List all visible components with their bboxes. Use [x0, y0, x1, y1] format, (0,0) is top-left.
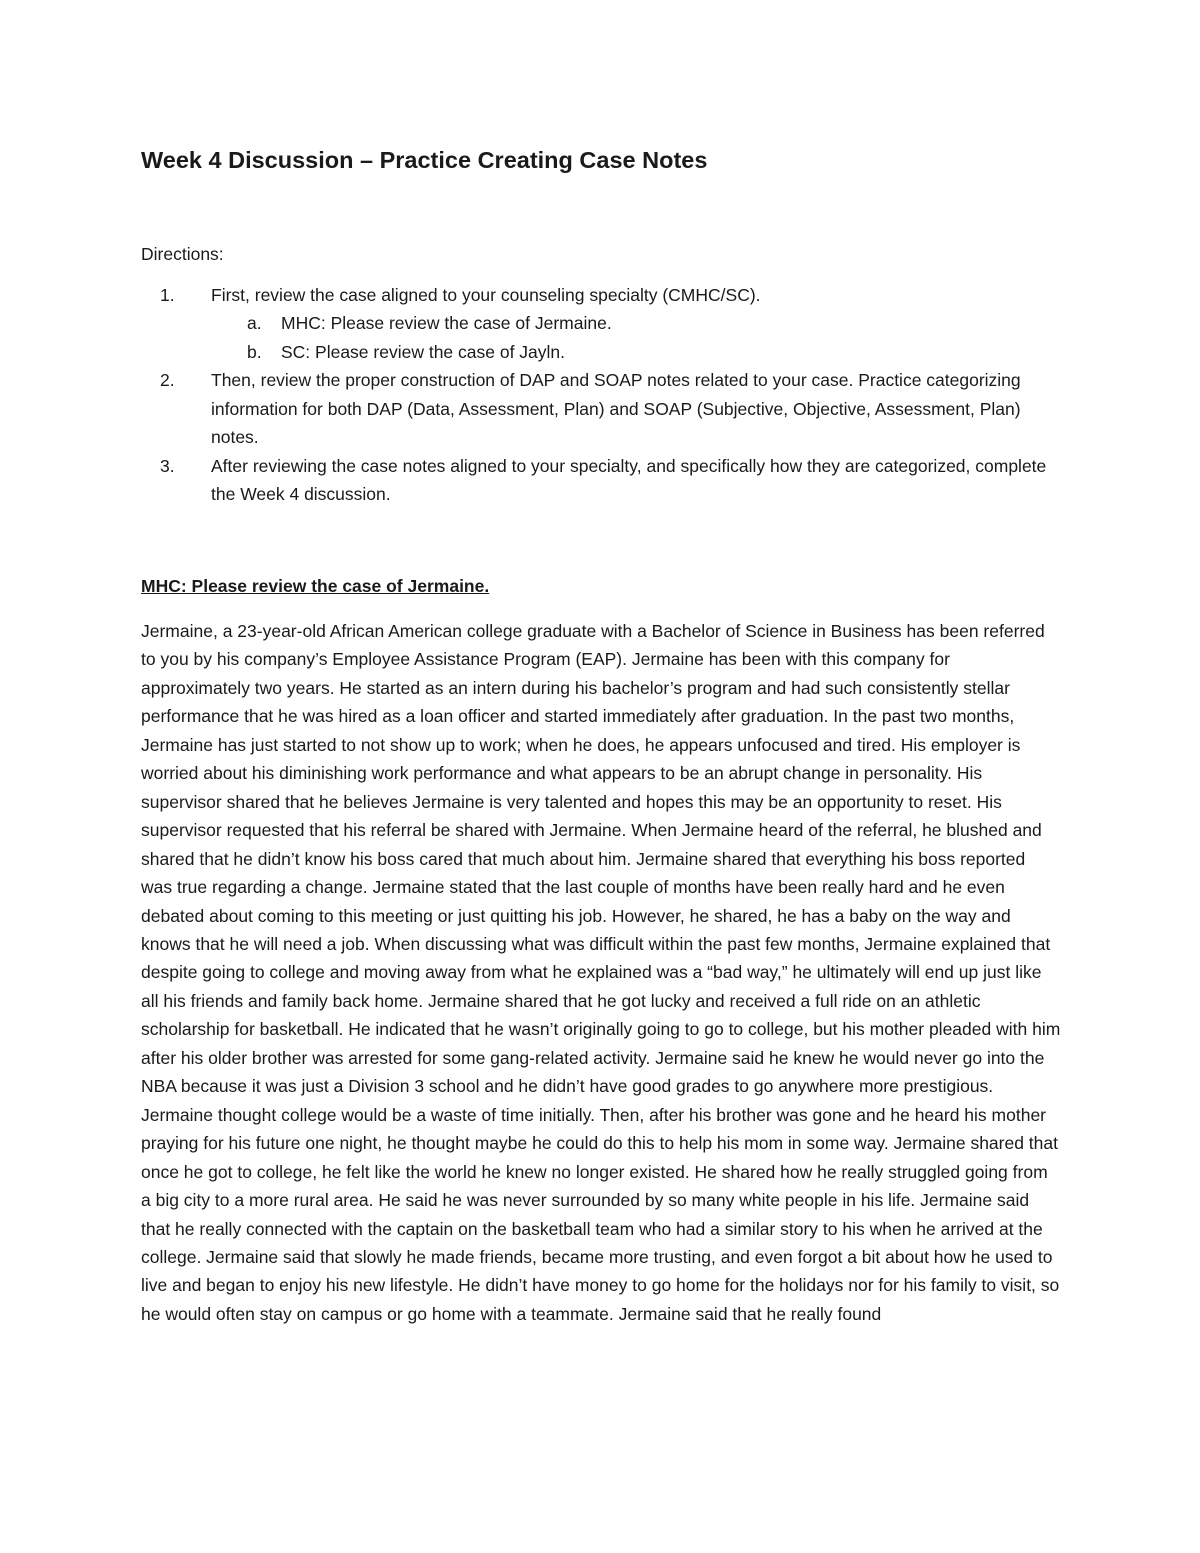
substep-text: MHC: Please review the case of Jermaine. — [281, 313, 612, 333]
step-text: First, review the case aligned to your counseling specialty (CMHC/SC). — [211, 284, 761, 305]
step-text: After reviewing the case notes aligned to your specialty, and specifically how they are categorized, complete the Week 4 discussion. — [211, 455, 1047, 504]
direction-step-1 — [141, 281, 1061, 367]
directions-list — [141, 281, 1061, 509]
case-section-heading: MHC: Please review the case of Jermaine. — [141, 575, 490, 596]
step-number: 2. — [160, 370, 175, 390]
direction-step-3 — [141, 452, 1061, 509]
step-number: 1. — [160, 284, 175, 305]
substep-letter: b. — [247, 341, 262, 362]
substep-a — [211, 309, 1061, 338]
document-content — [141, 140, 1061, 1328]
case-paragraph: Jermaine, a 23-year-old African American college graduate with a Bachelor of Science in Business has been referred to you by his company’s Employee Assistance Program (EAP). Jermaine has been with this company for approximately two years. He started as an intern during his bachelor’s program and had such consistently stellar performance that he was hired as a loan officer and started immediately after graduation. In the past two months, Jermaine has just started to not show up to work; when he does, he appears unfocused and tired. His employer is worried about his diminishing work performance and what appears to be an abrupt change in personality. His supervisor shared that he believes Jermaine is very talented and hopes this may be an opportunity to reset. His supervisor requested that his referral be shared with Jermaine. When Jermaine heard of the referral, he blushed and shared that he didn’t know his boss cared that much about him. Jermaine shared that everything his boss reported was true regarding a change. Jermaine stated that the last couple of months have been really hard and he even debated about coming to this meeting or just quitting his job. However, he shared, he has a baby on the way and knows that he will need a job. When discussing what was difficult within the past few months, Jermaine explained that despite going to college and moving away from what he explained was a “bad way,” he ultimately will end up just like all his friends and family back home. Jermaine shared that he got lucky and received a full ride on an athletic scholarship for basketball. He indicated that he wasn’t originally going to go to college, but his mother pleaded with him after his older brother was arrested for some gang-related activity. Jermaine said he knew he would never go into the NBA because it was just a Division 3 school and he didn’t have good grades to go anywhere more prestigious. Jermaine thought college would be a waste of time initially. Then, after his brother was gone and he heard his mother praying for his future one night, he thought maybe he could do this to help his mom in some way. Jermaine shared that once he got to college, he felt like the world he knew no longer existed. He shared how he really struggled going from a big city to a more rural area. He said he was never surrounded by so many white people in his life. Jermaine said that he really connected with the captain on the basketball team who had a similar story to his when he arrived at the college. Jermaine said that slowly he made friends, became more trusting, and even forgot a bit about how he used to live and began to enjoy his new lifestyle. He didn’t have money to go home for the holidays nor for his family to visit, so he would often stay on campus or go home with a teammate. Jermaine said that he really found — [141, 621, 1061, 1324]
step-number: 3. — [160, 455, 175, 476]
direction-step-2 — [141, 366, 1061, 452]
substep-b — [211, 338, 1061, 367]
step-text: Then, review the proper construction of DAP and SOAP notes related to your case. Practice categorizing information for both DAP (Data, Assessment, Plan) and SOAP (Subjective, Objective, Assessment, Plan) notes. — [211, 370, 1021, 447]
directions-label: Directions: — [141, 244, 224, 264]
substep-letter: a. — [247, 313, 262, 333]
substep-text: SC: Please review the case of Jayln. — [281, 341, 566, 362]
document-title: Week 4 Discussion – Practice Creating Case Notes — [141, 147, 708, 173]
substep-list — [211, 309, 1061, 366]
